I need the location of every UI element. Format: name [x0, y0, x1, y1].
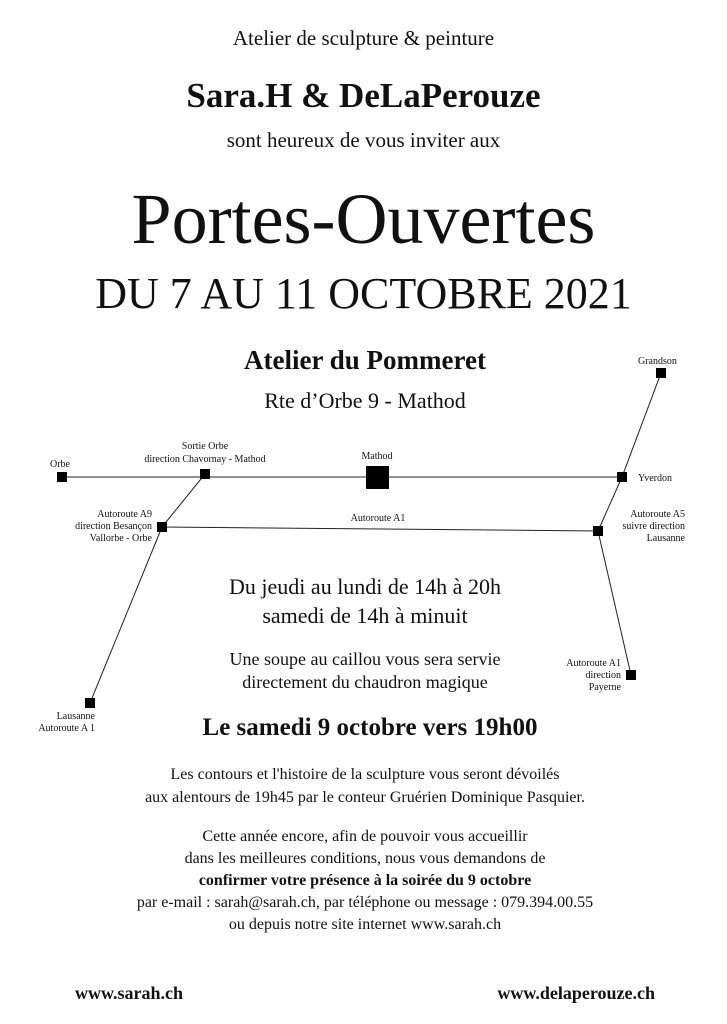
rsvp-text-2: dans les meilleures conditions, nous vous demandons de	[184, 850, 546, 867]
event-dates: DU 7 AU 11 OCTOBRE 2021	[95, 269, 632, 318]
grandson-marker	[656, 368, 666, 378]
saturday-text-2: aux alentours de 19h45 par le conteur Gruérien Dominique Pasquier.	[145, 789, 585, 806]
atelier-subtitle: Atelier de sculpture & peinture	[232, 26, 495, 50]
map-label-payerne-1: Autoroute A1	[566, 658, 621, 669]
mathod-marker	[366, 466, 389, 489]
a9-marker	[157, 522, 167, 532]
payerne-marker	[626, 670, 636, 680]
rsvp-confirm-line: confirmer votre présence à la soirée du 9 octobre	[198, 872, 532, 889]
map-label-a5-2: suivre direction	[622, 521, 685, 532]
rsvp-text-1: Cette année encore, afin de pouvoir vous accueillir	[202, 828, 528, 845]
invite-line: sont heureux de vous inviter aux	[226, 128, 501, 152]
map-label-lausanne-2: Autoroute A 1	[38, 723, 95, 734]
map-label-sortie-2: direction Chavornay - Mathod	[144, 454, 266, 465]
road-autoroute-a1	[162, 527, 598, 531]
map-label-a9-3: Vallorbe - Orbe	[89, 533, 152, 544]
orbe-marker	[57, 472, 67, 482]
hours-weekday: Du jeudi au lundi de 14h à 20h	[229, 574, 501, 599]
event-title: Portes-Ouvertes	[131, 179, 596, 259]
map-label-yverdon: Yverdon	[638, 473, 672, 484]
map-label-orbe: Orbe	[50, 459, 70, 470]
map-label-mathod: Mathod	[361, 451, 393, 462]
artists-heading: Sara.H & DeLaPerouze	[186, 76, 541, 115]
location-name: Atelier du Pommeret	[244, 345, 486, 375]
footer-link-sarah[interactable]: www.sarah.ch	[75, 983, 184, 1003]
soup-line-1: Une soupe au caillou vous sera servie	[229, 649, 501, 669]
rsvp-website-line: ou depuis notre site internet www.sarah.ch	[228, 916, 502, 933]
yverdon-marker	[617, 472, 627, 482]
map-label-a9-1: Autoroute A9	[97, 509, 152, 520]
saturday-heading: Le samedi 9 octobre vers 19h00	[202, 714, 538, 741]
location-address: Rte d’Orbe 9 - Mathod	[264, 388, 466, 413]
map-label-lausanne-1: Lausanne	[56, 711, 95, 722]
soup-line-2: directement du chaudron magique	[242, 672, 488, 692]
rsvp-contact-line: par e-mail : sarah@sarah.ch, par téléphone ou message : 079.394.00.55	[136, 894, 594, 911]
road-yverdon-a5	[598, 477, 622, 531]
saturday-text-1: Les contours et l'histoire de la sculpture vous seront dévoilés	[170, 766, 560, 783]
sortie-orbe-marker	[200, 469, 210, 479]
map-label-payerne-2: direction	[585, 670, 621, 681]
road-sortie-a9	[162, 474, 205, 527]
map-label-a9-2: direction Besançon	[75, 521, 152, 532]
lausanne-marker	[85, 698, 95, 708]
footer-link-delaperouze[interactable]: www.delaperouze.ch	[497, 983, 655, 1003]
map-label-a5-1: Autoroute A5	[630, 509, 685, 520]
map-label-sortie-1: Sortie Orbe	[181, 441, 229, 452]
road-grandson-yverdon	[622, 373, 661, 477]
map-label-grandson: Grandson	[638, 356, 677, 367]
hours-saturday: samedi de 14h à minuit	[262, 603, 468, 628]
map-label-a1: Autoroute A1	[350, 513, 406, 524]
map-label-a5-3: Lausanne	[646, 533, 685, 544]
a5-marker	[593, 526, 603, 536]
map-label-payerne-3: Payerne	[588, 682, 621, 693]
